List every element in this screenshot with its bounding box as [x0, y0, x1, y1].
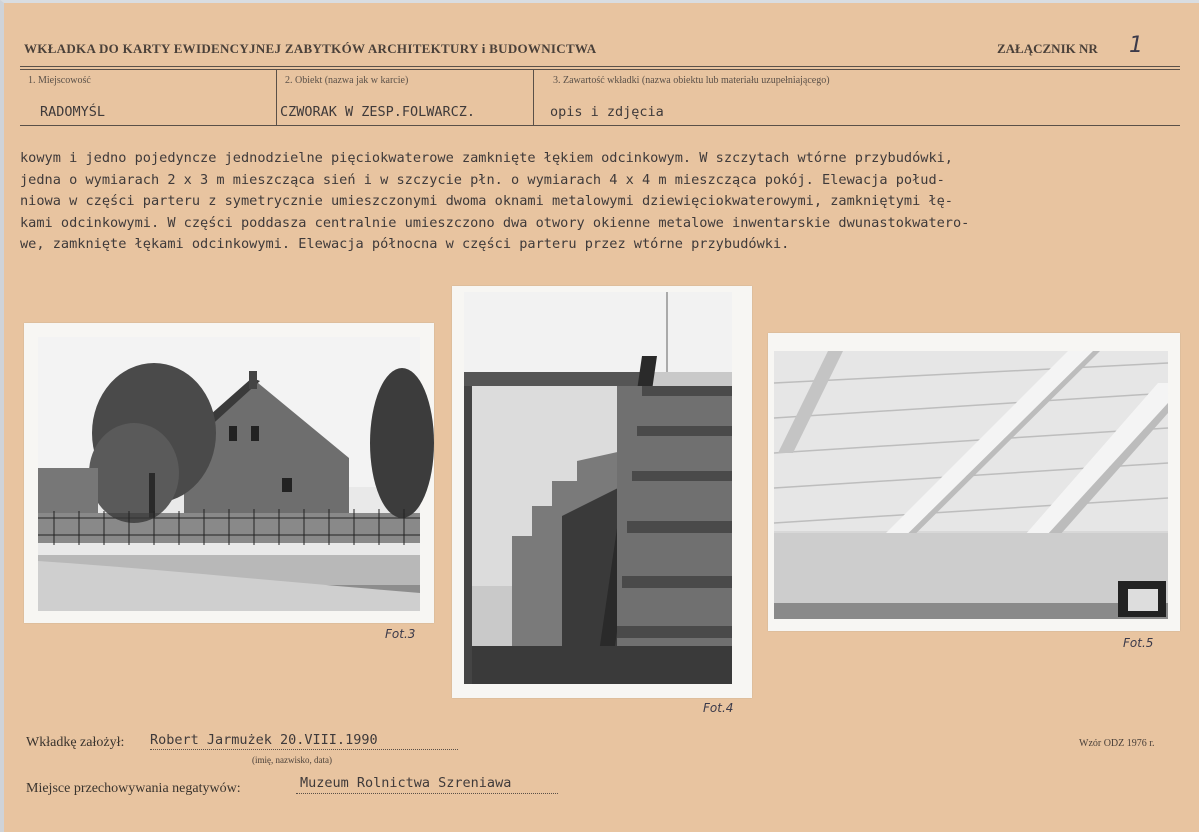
header-bottom-rule — [20, 125, 1180, 126]
description-line: we, zamknięte łękami odcinkowymi. Elewacja północna w części parteru przez wtórne przybudówki. — [20, 236, 790, 252]
description-line: niowa w części parteru z symetrycznie umieszczonymi dwoma oknami metalowymi dziewięciokwaterowymi, zamkniętymi łę- — [20, 193, 953, 209]
header-top-rule-2 — [20, 69, 1180, 70]
author-value: Robert Jarmużek 20.VIII.1990 — [150, 732, 378, 748]
header-top-rule — [20, 66, 1180, 67]
ceiling-beams-photo-icon — [768, 333, 1180, 631]
photo-5-ceiling — [768, 333, 1180, 631]
object-label: 2. Obiekt (nazwa jak w karcie) — [285, 75, 409, 86]
author-label: Wkładkę założył: — [26, 735, 125, 750]
annex-number: 1 — [1129, 33, 1143, 58]
annex-label: ZAŁĄCZNIK NR — [997, 41, 1098, 56]
staircase-photo-icon — [452, 286, 752, 698]
author-hint: (imię, nazwisko, data) — [252, 755, 332, 765]
photo-3-house — [24, 323, 434, 623]
form-title: WKŁADKA DO KARTY EWIDENCYJNEJ ZABYTKÓW ARCHITEKTURY i BUDOWNICTWA — [24, 41, 597, 56]
locality-value: RADOMYŚL — [40, 104, 106, 120]
object-value: CZWORAK W ZESP.FOLWARCZ. — [280, 104, 476, 120]
field-divider-1 — [276, 69, 277, 125]
author-underline — [150, 749, 458, 750]
house-photo-icon — [24, 323, 434, 623]
locality-label: 1. Miejscowość — [28, 75, 91, 86]
description-line: kowym i jedno pojedyncze jednodzielne pięciokwaterowe zamknięte łękiem odcinkowym. W szczytach wtórne przybudówki, — [20, 150, 953, 166]
contents-label: 3. Zawartość wkładki (nazwa obiektu lub materiału uzupełniającego) — [553, 75, 830, 86]
description-text — [20, 148, 1190, 256]
contents-value: opis i zdjęcia — [550, 104, 664, 120]
form-number: Wzór ODZ 1976 r. — [1079, 738, 1155, 749]
storage-value: Muzeum Rolnictwa Szreniawa — [300, 775, 512, 791]
storage-label: Miejsce przechowywania negatywów: — [26, 781, 241, 796]
description-line: jedna o wymiarach 2 x 3 m mieszcząca sień i w szczycie płn. o wymiarach 4 x 4 m mieszcząca pokój. Elewacja połud- — [20, 171, 945, 188]
photo-4-caption: Fot.4 — [703, 701, 734, 715]
description-line: kami odcinkowymi. W części poddasza centralnie umieszczono dwa otwory okienne metalowe inwentarskie dwunastokwatero- — [20, 214, 970, 231]
photo-5-caption: Fot.5 — [1123, 636, 1154, 650]
photo-3-caption: Fot.3 — [385, 627, 416, 641]
field-divider-2 — [533, 69, 534, 125]
storage-underline — [296, 793, 558, 794]
photo-4-staircase — [452, 286, 752, 698]
